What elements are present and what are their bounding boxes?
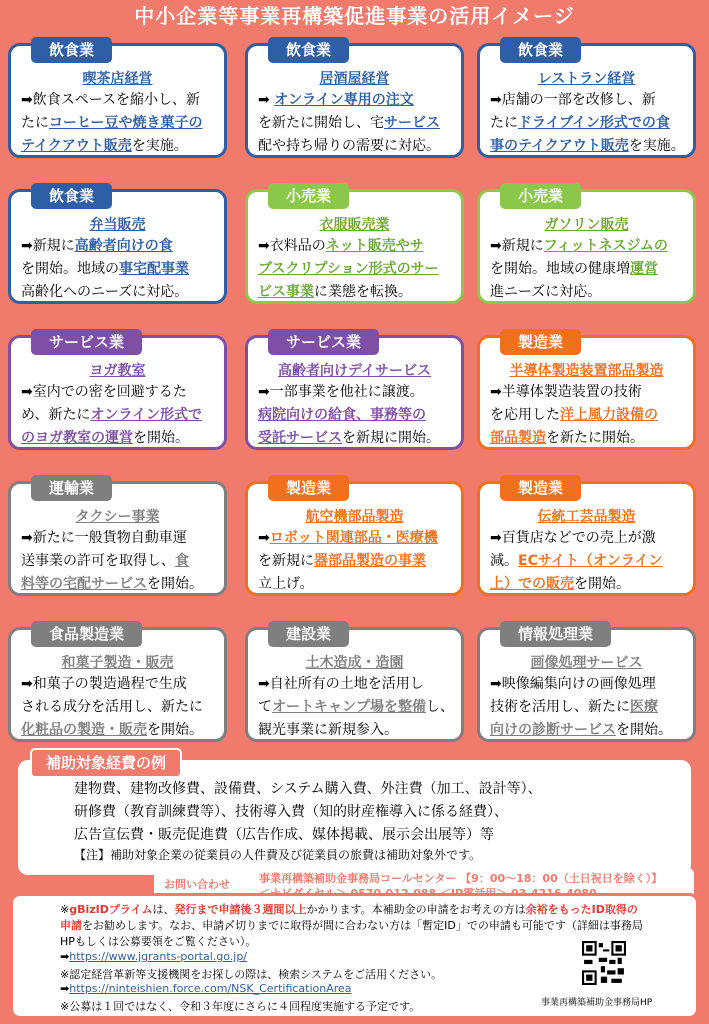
- desc-line: 事のテイクアウト販売を実施。: [490, 138, 685, 154]
- desc-line: 化粧品の製造・販売を開始。: [21, 722, 203, 738]
- example-card: [8, 627, 227, 742]
- desc-line: ➡百貨店などでの売上が激: [490, 530, 656, 546]
- qr-caption: 事業再構築補助金事務局HP: [541, 998, 653, 1008]
- business-title: タクシー事業: [75, 509, 160, 525]
- desc-line: 病院向けの給食、事務等の: [258, 407, 426, 423]
- industry-tag: 情報処理業: [500, 621, 611, 647]
- example-card: [8, 189, 227, 304]
- page-title: 中小企業等事業再構築促進事業の活用イメージ: [134, 4, 575, 28]
- desc-line: ➡映像編集向けの画像処理: [490, 676, 656, 692]
- desc-line: テイクアウト販売を実施。: [21, 138, 188, 154]
- expenses-line-2: 研修費（教育訓練費等）、技術導入費（知的財産権導入に係る経費）、: [74, 804, 508, 820]
- card-description: [21, 89, 218, 158]
- industry-tag: サービス業: [268, 329, 379, 355]
- example-card: [477, 43, 696, 158]
- example-card: [477, 627, 696, 742]
- industry-tag: 飲食業: [268, 37, 349, 63]
- business-title: 画像処理サービス: [530, 655, 643, 671]
- card-description: [21, 673, 218, 742]
- example-card: [245, 335, 464, 450]
- example-card: [245, 627, 464, 742]
- industry-tag: 建設業: [268, 621, 349, 647]
- desc-line: たにドライブイン形式での食: [490, 115, 670, 131]
- desc-line: ➡新規にフィットネスジムの: [490, 238, 668, 254]
- desc-line: 送事業の許可を取得し、食: [21, 553, 189, 569]
- card-description: [490, 235, 687, 304]
- card-description: [21, 527, 218, 596]
- notice-line-4: ➡https://www.jgrants-portal.go.jp/: [60, 950, 248, 963]
- business-title: 弁当販売: [89, 217, 146, 233]
- industry-tag: 飲食業: [31, 183, 112, 209]
- example-card: [477, 189, 696, 304]
- example-card: [245, 481, 464, 596]
- desc-line: ➡半導体製造装置の技術: [490, 384, 642, 400]
- desc-line: のヨガ教室の運営を開始。: [21, 430, 189, 446]
- desc-line: ➡衣料品のネット販売やサ: [258, 238, 424, 254]
- industry-tag: 製造業: [500, 329, 581, 355]
- contact-label: お問い合わせ: [164, 878, 230, 891]
- business-title: 土木造成・造園: [305, 655, 404, 671]
- example-card: [8, 43, 227, 158]
- desc-line: ➡新規に高齢者向けの食: [21, 238, 173, 254]
- ninteishien-link[interactable]: https://ninteishien.force.com/NSK_CertificationArea: [69, 982, 352, 995]
- desc-line: 観光事業に新規参入。: [258, 722, 398, 738]
- desc-line: 部品製造を新たに開始。: [490, 430, 644, 446]
- desc-line: 上）での販売を開始。: [490, 576, 630, 592]
- desc-line: 技術を活用し、新たに医療: [490, 699, 658, 715]
- industry-tag: 製造業: [268, 475, 349, 501]
- business-title: 高齢者向けデイサービス: [277, 363, 432, 379]
- desc-line: 進ニーズに対応。: [490, 284, 602, 300]
- card-description: [258, 381, 455, 450]
- desc-line: てオートキャンプ場を整備し、: [258, 699, 454, 715]
- desc-line: ➡ オンライン専用の注文: [258, 92, 414, 108]
- business-title: 衣服販売業: [319, 217, 390, 233]
- desc-line: め、新たにオンライン形式で: [21, 407, 203, 423]
- desc-line: を開始。地域の健康増運営: [490, 261, 658, 277]
- desc-line: たにコーヒー豆や焼き菓子の: [21, 115, 203, 131]
- desc-line: ➡自社所有の土地を活用し: [258, 676, 424, 692]
- desc-line: ➡和菓子の製造過程で生成: [21, 676, 187, 692]
- business-title: ヨガ教室: [89, 363, 146, 379]
- card-description: [258, 527, 455, 596]
- desc-line: 配や持ち帰りの需要に対応。: [258, 138, 440, 154]
- example-card: [245, 189, 464, 304]
- card-description: [490, 381, 687, 450]
- desc-line: 向けの診断サービスを開始。: [490, 722, 672, 738]
- notice-line-3: HPもしくは公募要領をご覧ください）。: [60, 935, 257, 948]
- notice-line-5: ※認定経営革新等支援機関をお探しの際は、検索システムをご活用ください。: [60, 968, 443, 981]
- jgrants-link[interactable]: https://www.jgrants-portal.go.jp/: [69, 950, 248, 963]
- industry-tag: 小売業: [500, 183, 581, 209]
- desc-line: 減。ECサイト（オンライン: [490, 553, 663, 569]
- notice-line-2: 申請をお勧めします。なお、申請〆切りまでに取得が間に合わない方は「暫定ID」での申請も可能です（詳細は事務局: [60, 919, 643, 932]
- desc-line: ➡店舗の一部を改修し、新: [490, 92, 656, 108]
- card-description: [21, 381, 218, 450]
- card-description: [21, 235, 218, 304]
- card-description: [490, 89, 687, 158]
- industry-tag: 食品製造業: [31, 621, 142, 647]
- desc-line: ビス事業に業態を転換。: [258, 284, 412, 300]
- example-card: [245, 43, 464, 158]
- expenses-note: 【注】補助対象企業の従業員の人件費及び従業員の旅費は補助対象外です。: [74, 848, 482, 862]
- business-title: 半導体製造装置部品製造: [509, 363, 664, 379]
- desc-line: 立上げ。: [258, 576, 314, 592]
- business-title: 伝統工芸品製造: [537, 509, 636, 525]
- business-title: 航空機部品製造: [305, 509, 404, 525]
- business-title: 居酒屋経営: [319, 71, 390, 87]
- industry-tag: 小売業: [268, 183, 349, 209]
- desc-line: を開始。地域の事宅配事業: [21, 261, 189, 277]
- expenses-tag: 補助対象経費の例: [30, 748, 182, 778]
- example-card: [477, 335, 696, 450]
- industry-tag: サービス業: [31, 329, 142, 355]
- notice-line-1: ※gBizIDプライムは、発行まで申請後３週間以上かかります。本補助金の申請をお考えの方は余裕をもったID取得の: [60, 903, 638, 916]
- card-description: [490, 673, 687, 742]
- example-card: [8, 335, 227, 450]
- expenses-line-3: 広告宣伝費・販売促進費（広告作成、媒体掲載、展示会出展等）等: [74, 827, 494, 843]
- business-title: レストラン経営: [537, 71, 636, 87]
- desc-line: ➡一部事業を他社に譲渡。: [258, 384, 424, 400]
- example-card: [8, 481, 227, 596]
- card-description: [258, 235, 455, 304]
- industry-tag: 運輸業: [31, 475, 112, 501]
- qr-code-icon[interactable]: [582, 941, 626, 985]
- card-description: [490, 527, 687, 596]
- notice-line-6: ➡https://ninteishien.force.com/NSK_CertificationArea: [60, 982, 352, 995]
- card-description: [258, 673, 455, 742]
- desc-line: を新規に器部品製造の事業: [258, 553, 426, 569]
- desc-line: 料等の宅配サービスを開始。: [21, 576, 203, 592]
- card-description: [258, 89, 455, 158]
- industry-tag: 製造業: [500, 475, 581, 501]
- desc-line: ➡ロボット関連部品・医療機: [258, 530, 438, 546]
- business-title: 喫茶店経営: [82, 71, 153, 87]
- desc-line: ➡室内での密を回避するた: [21, 384, 187, 400]
- desc-line: ➡新たに一般貨物自動車運: [21, 530, 187, 546]
- example-card: [477, 481, 696, 596]
- expenses-line-1: 建物費、建物改修費、設備費、システム購入費、外注費（加工、設計等）、: [74, 781, 542, 797]
- desc-line: ブスクリプション形式のサー: [258, 261, 439, 277]
- business-title: 和菓子製造・販売: [61, 655, 174, 671]
- desc-line: を応用した洋上風力設備の: [490, 407, 658, 423]
- industry-tag: 飲食業: [500, 37, 581, 63]
- desc-line: される成分を活用し、新たに: [21, 699, 203, 715]
- notice-line-7: ※公募は１回ではなく、令和３年度にさらに４回程度実施する予定です。: [60, 1000, 421, 1013]
- business-title: ガソリン販売: [544, 217, 629, 233]
- industry-tag: 飲食業: [31, 37, 112, 63]
- contact-hours: 事業再構築補助金事務局コールセンター 【9：00～18：00（土日祝日を除く）】: [259, 872, 663, 885]
- desc-line: を新たに開始し、宅サービス: [258, 115, 440, 131]
- desc-line: 受託サービスを新規に開始。: [258, 430, 440, 446]
- desc-line: 高齢化へのニーズに対応。: [21, 284, 189, 300]
- desc-line: ➡飲食スペースを縮小し、新: [21, 92, 201, 108]
